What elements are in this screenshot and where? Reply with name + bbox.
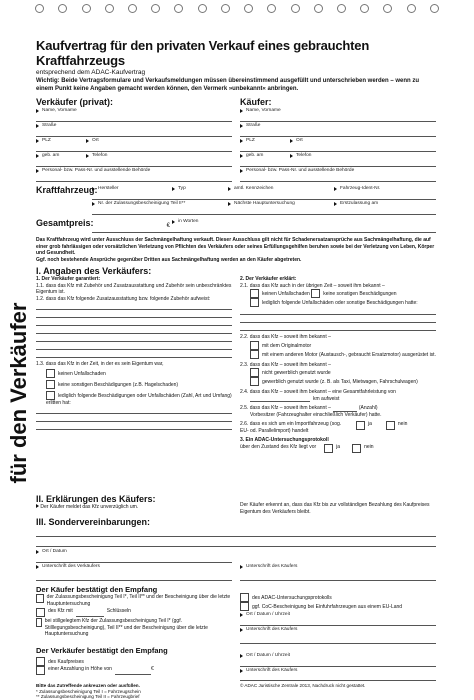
arrow-icon xyxy=(334,202,337,206)
field-label: Erstzulassung am xyxy=(340,201,379,206)
keys-count-field[interactable] xyxy=(76,608,104,617)
footer-copyright: © ADAC Juristische Zentrale 2013, Nachdruck nicht gestattet. xyxy=(240,683,366,688)
punch-hole xyxy=(151,4,160,13)
arrow-icon xyxy=(240,628,243,632)
price-words-field[interactable] xyxy=(172,218,436,233)
buyer-birth-field[interactable] xyxy=(240,152,290,167)
arrow-icon xyxy=(228,202,231,206)
buyer-signature-field[interactable] xyxy=(240,563,436,581)
field-label: Name, Vorname xyxy=(246,108,281,113)
punch-hole xyxy=(430,4,439,13)
yes-label: ja xyxy=(336,443,341,450)
checkbox[interactable] xyxy=(250,377,259,386)
footer-note-2: * Zulassungsbescheinigung Teil I = Fahrzeugschein xyxy=(36,688,141,694)
import-row xyxy=(240,421,436,434)
section-2-heading: II. Erklärungen des Käufers: xyxy=(36,494,156,504)
seller-name-field[interactable] xyxy=(36,107,232,122)
vehicle-vin-field[interactable] xyxy=(334,185,436,200)
seller-phone-field[interactable] xyxy=(86,152,232,167)
field-label: geb. am xyxy=(42,153,60,158)
seller-guarantee-column xyxy=(36,266,232,492)
check-not-commercial: nicht gewerblich genutzt wurde xyxy=(250,368,436,377)
exclusion-text: Das Kraftfahrzeug wird unter Ausschluss der Sachmängelhaftung verkauft. Dieser Ausschluss gilt nicht für Schadenersatzansprüche aus Sachmängelhaftung, die auf einer grob fahrlässigen oder vorsätzlichen Verletzung von Pflichten des Verkäufers oder seines Erfüllungsgehilfen beruhen sowie bei der Verletzung von Leben, Körper und Gesundheit. xyxy=(36,237,435,256)
ownership-text: Der Käufer erkennt an, dass das Kfz bis zur vollständigen Bezahlung des Kaufpreises Eigentum des Verkäufers bleibt. xyxy=(240,502,430,515)
checkbox[interactable] xyxy=(46,380,55,389)
declaration-heading: 2. Der Verkäufer erklärt: xyxy=(240,276,297,282)
arrow-icon xyxy=(240,109,243,113)
punch-hole xyxy=(35,4,44,13)
field-label: Straße xyxy=(246,123,261,128)
no-label: nein xyxy=(364,443,374,450)
arrow-icon xyxy=(36,109,39,113)
accessory-line[interactable] xyxy=(36,342,232,350)
deposit-field[interactable] xyxy=(115,666,151,675)
arrow-icon xyxy=(240,124,243,128)
currency-label: € xyxy=(166,223,170,229)
field-label: Ort / Datum / Uhrzeit xyxy=(246,653,290,658)
field-label: Hersteller xyxy=(98,186,119,191)
party-section xyxy=(36,97,436,182)
receipt-deposit: einer Anzahlung in Höhe von € xyxy=(36,666,232,675)
page-subtitle: entsprechend dem ADAC-Kaufvertrag xyxy=(36,69,146,76)
buyer-register-text: Der Käufer meldet das Kfz unverzüglich um. xyxy=(36,504,232,511)
page-title: Kaufvertrag für den privaten Verkauf eines gebrauchten Kraftfahrzeugs xyxy=(36,38,370,68)
count-label: (Anzahl) xyxy=(358,405,378,411)
punch-hole xyxy=(383,4,392,13)
seller-receipt-section xyxy=(36,646,436,681)
buyer-receipt-section xyxy=(36,585,436,644)
guarantee-item-3: 1.3. dass das Kfz in der Zeit, in der es sein Eigentum war, xyxy=(36,361,164,367)
buyer-name-field[interactable] xyxy=(240,107,436,122)
declaration-item-3: 2.3. dass das Kfz – soweit ihm bekannt – xyxy=(240,361,331,368)
checkbox[interactable] xyxy=(250,368,259,377)
arrow-icon xyxy=(240,613,243,617)
punch-holes xyxy=(0,0,474,16)
section-3-heading: III. Sondervereinbarungen: xyxy=(36,517,151,527)
field-label: PLZ xyxy=(42,138,51,143)
guarantee-item-1: 1.1. dass das Kfz mit Zubehör und Zusatzausstattung und Zubehör sein unbeschränktes Eigentum ist. xyxy=(36,282,232,295)
checkbox[interactable] xyxy=(36,666,45,675)
buyer-city-field[interactable] xyxy=(290,137,436,152)
checkbox[interactable] xyxy=(324,444,333,453)
check-no-damage: keine sonstigen Beschädigungen (z.B. Hagelschaden) xyxy=(46,380,232,389)
vehicle-section xyxy=(36,185,436,215)
punch-hole xyxy=(82,4,91,13)
field-label: Ort / Datum xyxy=(42,549,67,554)
vehicle-make-field[interactable] xyxy=(92,185,172,200)
damage-line[interactable] xyxy=(36,422,232,430)
arrow-icon xyxy=(240,154,243,158)
checkbox[interactable] xyxy=(352,444,361,453)
declarations-section xyxy=(36,266,436,492)
receipt-buyer-signature-field[interactable] xyxy=(240,626,436,644)
buyer-heading: Käufer: xyxy=(240,97,272,107)
protocol-row xyxy=(240,444,436,453)
field-label: amtl. Kennzeichen xyxy=(234,186,274,191)
seller-id-field[interactable] xyxy=(36,167,232,182)
vehicle-registration-field[interactable] xyxy=(92,200,228,215)
field-label: Telefon xyxy=(92,153,108,158)
field-label: Straße xyxy=(42,123,57,128)
side-title-text: für den Verkäufer xyxy=(6,302,31,484)
vehicle-firstreg-field[interactable] xyxy=(334,200,436,215)
arrow-icon xyxy=(240,565,243,569)
punch-hole xyxy=(314,4,323,13)
punch-hole xyxy=(221,4,230,13)
field-label: Unterschrift des Käufers xyxy=(246,668,298,673)
seller-street-field[interactable] xyxy=(36,122,232,137)
field-label: Typ xyxy=(178,186,186,191)
receipt-coc: ggf. CoC-Bescheinigung bei Einfuhrfahrzeugen aus einem EU-Land xyxy=(240,602,436,611)
checkbox[interactable] xyxy=(356,421,365,430)
arrow-icon xyxy=(86,154,89,158)
field-label: Unterschrift des Käufers xyxy=(246,564,298,569)
side-title xyxy=(4,280,30,500)
buyer-phone-field[interactable] xyxy=(290,152,436,167)
arrow-icon xyxy=(172,220,175,224)
receipt-price: des Kaufpreises xyxy=(36,657,232,666)
checkbox[interactable] xyxy=(36,608,45,617)
buyer-block xyxy=(240,97,436,182)
buyer-declaration-section xyxy=(36,494,436,515)
warning-text: Wichtig: Beide Vertragsformulare und Verkaufsmeldungen müssen übereinstimmend ausgefüllt und unterschrieben werden – wenn zu einem Punkt keine Angaben gemacht werden können, den Vermerk »unbekannt« anbringen. xyxy=(36,78,420,92)
section-1-heading: I. Angaben des Verkäufers: xyxy=(36,266,152,276)
checkbox[interactable] xyxy=(250,289,259,298)
field-label: in Worten xyxy=(178,219,199,224)
punch-hole xyxy=(267,4,276,13)
field-label: Unterschrift des Verkäufers xyxy=(42,564,100,569)
arrow-icon xyxy=(92,202,95,206)
damage-line[interactable] xyxy=(36,406,232,414)
footer-note-1: Bitte das Zutreffende ankreuzen oder ausfüllen. xyxy=(36,683,140,688)
declaration-item-5: 2.5. dass das Kfz – soweit ihm bekannt – xyxy=(240,405,331,411)
arrow-icon xyxy=(240,654,243,658)
price-section xyxy=(36,218,436,233)
punch-hole xyxy=(198,4,207,13)
accessory-line[interactable] xyxy=(36,310,232,318)
seller-signature-field[interactable] xyxy=(36,563,232,581)
field-label: Nächste Hauptuntersuchung xyxy=(234,201,295,206)
field-label: Telefon xyxy=(296,153,312,158)
yes-label: ja xyxy=(368,421,372,427)
punch-hole xyxy=(105,4,114,13)
vehicle-heading: Kraftfahrzeug: xyxy=(36,185,98,195)
exclusion-text-2: Ggf. noch bestehende Ansprüche gegenüber Dritten aus Sachmängelhaftung werden an den Käufer abgetreten. xyxy=(36,256,302,263)
arrow-icon xyxy=(240,669,243,673)
arrow-icon xyxy=(36,154,39,158)
check-damage-list: lediglich folgende Beschädigungen oder Unfallschäden (Zahl, Art und Umfang) erlitten hat: xyxy=(46,392,232,406)
punch-hole xyxy=(244,4,253,13)
accessory-line[interactable] xyxy=(36,326,232,334)
check-original-engine: mit dem Originalmotor xyxy=(250,341,436,350)
checkbox[interactable] xyxy=(250,350,259,359)
checkbox[interactable] xyxy=(46,369,55,378)
arrow-icon xyxy=(240,169,243,173)
seller-city-field[interactable] xyxy=(86,137,232,152)
declaration-item-1: 2.1. dass das Kfz auch in der übrigen Zeit – soweit ihm bekannt – xyxy=(240,282,385,289)
arrow-icon xyxy=(290,154,293,158)
protocol-heading: 3. Ein ADAC-Untersuchungsprotokoll xyxy=(240,437,329,443)
arrow-icon xyxy=(86,139,89,143)
arrow-icon xyxy=(36,550,39,554)
arrow-icon xyxy=(36,169,39,173)
punch-hole xyxy=(58,4,67,13)
arrow-icon xyxy=(36,124,39,128)
arrow-icon xyxy=(36,139,39,143)
punch-hole xyxy=(360,4,369,13)
arrow-icon xyxy=(228,187,231,191)
seller-birth-field[interactable] xyxy=(36,152,86,167)
checkbox[interactable] xyxy=(36,618,42,627)
seller-block xyxy=(36,97,232,182)
punch-hole xyxy=(174,4,183,13)
check-2-no-accident: keinen Unfallschaden keine sonstigen Beschädigungen xyxy=(250,289,436,298)
footer-note-3: ** Zulassungsbescheinigung Teil II = Fahrzeugbrief xyxy=(36,694,140,700)
check-no-accident: keinen Unfallschaden xyxy=(46,369,232,378)
field-label: Personal- bzw. Pass-Nr. und ausstellende Behörde xyxy=(246,168,355,173)
arrow-icon xyxy=(172,187,175,191)
field-label: Nr. der Zulassungsbescheinigung Teil II** xyxy=(98,201,186,206)
damage-line[interactable] xyxy=(36,414,232,422)
punch-hole xyxy=(128,4,137,13)
field-label: Unterschrift des Käufers xyxy=(246,627,298,632)
checkbox[interactable] xyxy=(250,341,259,350)
seller-zip-field[interactable] xyxy=(36,137,86,152)
special-agreement-line[interactable] xyxy=(36,527,436,537)
receipt-stilllegung: bei stillgelegtem Kfz der Zulassungsbescheinigung Teil I* (ggf. Stilllegungsbescheinigung), Teil II** und der Bescheinigung über die letzte Hauptuntersuchung xyxy=(36,618,232,638)
vehicle-inspection-field[interactable] xyxy=(228,200,334,215)
field-label: Fahrzeug-Ident-Nr. xyxy=(340,186,381,191)
punch-hole xyxy=(407,4,416,13)
buyer-id-field[interactable] xyxy=(240,167,436,182)
receipt-protocol: des ADAC-Untersuchungsprotokolls xyxy=(240,593,436,602)
receipt-seller-date-field[interactable] xyxy=(240,652,436,667)
field-label: Ort xyxy=(92,138,99,143)
accessory-line[interactable] xyxy=(36,318,232,326)
check-other-engine: mit einem anderen Motor (Austausch-, gebraucht Ersatzmotor) ausgerüstet ist. xyxy=(250,350,436,359)
receipt-docs: der Zulassungsbescheinigung Teil I*, Teil II** und der Bescheinigung über die letzte Hauptuntersuchung xyxy=(36,594,232,607)
arrow-icon xyxy=(36,565,39,569)
field-label: Personal- bzw. Pass-Nr. und ausstellende Behörde xyxy=(42,168,151,173)
arrow-icon xyxy=(36,504,39,508)
field-label: geb. am xyxy=(246,153,264,158)
checkbox[interactable] xyxy=(240,593,249,602)
arrow-icon xyxy=(334,187,337,191)
punch-hole xyxy=(291,4,300,13)
declaration-item-2: 2.2. dass das Kfz – soweit ihm bekannt – xyxy=(240,334,331,340)
vehicle-plate-field[interactable] xyxy=(228,185,334,200)
checkbox[interactable] xyxy=(311,289,320,298)
receipt-keys: des Kfz mit Schlüsseln xyxy=(36,608,232,617)
buyer-zip-field[interactable] xyxy=(240,137,290,152)
field-label: Ort xyxy=(296,138,303,143)
checkbox[interactable] xyxy=(250,298,259,307)
seller-receipt-heading: Der Verkäufer bestätigt den Empfang xyxy=(36,646,168,655)
declaration-item-4: 2.4. dass das Kfz – soweit ihm bekannt – eine Gesamtfahrleistung von xyxy=(240,389,396,395)
arrow-icon xyxy=(92,187,95,191)
checkbox[interactable] xyxy=(46,391,55,400)
price-heading: Gesamtpreis: xyxy=(36,218,94,228)
damage-line[interactable] xyxy=(240,323,436,331)
contract-form xyxy=(36,38,436,700)
vehicle-type-field[interactable] xyxy=(172,185,228,200)
owners-count-field[interactable] xyxy=(333,405,357,412)
buyer-street-field[interactable] xyxy=(240,122,436,137)
check-commercial: gewerblich genutzt wurde (z. B. als Taxi, Mietwagen, Fahrschulwagen) xyxy=(250,377,436,386)
checkbox[interactable] xyxy=(386,421,395,430)
checkbox[interactable] xyxy=(36,594,44,603)
guarantee-heading: 1. Der Verkäufer garantiert: xyxy=(36,276,101,282)
place-date-field[interactable] xyxy=(36,548,232,563)
checkbox[interactable] xyxy=(240,602,249,611)
arrow-icon xyxy=(290,139,293,143)
protocol-text: über den Zustand des Kfz liegt vor xyxy=(240,443,317,450)
arrow-icon xyxy=(240,139,243,143)
guarantee-item-2: 1.2. dass das Kfz folgende Zusatzausstattung bzw. folgende Zubehör aufweist: xyxy=(36,295,211,302)
field-label: Ort / Datum / Uhrzeit xyxy=(246,612,290,617)
seller-declaration-column xyxy=(240,266,436,492)
punch-hole xyxy=(337,4,346,13)
mileage-field[interactable] xyxy=(250,396,310,403)
receipt-seller-signature-field[interactable] xyxy=(240,667,436,681)
damage-line[interactable] xyxy=(240,315,436,323)
previous-owners-text: Vorbesitzer (Fahrzeughalter einschließlich Verkäufer) hatte. xyxy=(250,411,382,418)
receipt-date-time-field[interactable] xyxy=(240,611,436,626)
signature-row xyxy=(36,563,436,581)
no-label: nein xyxy=(397,421,408,427)
buyer-receipt-heading: Der Käufer bestätigt den Empfang xyxy=(36,585,158,594)
mileage-row xyxy=(250,396,436,403)
currency-label: € xyxy=(150,666,154,672)
accessory-line[interactable] xyxy=(36,350,232,358)
damage-line[interactable] xyxy=(240,307,436,315)
km-label: km aufweist xyxy=(313,395,340,402)
seller-heading: Verkäufer (privat): xyxy=(36,97,114,107)
accessory-line[interactable] xyxy=(36,302,232,310)
price-amount-field[interactable] xyxy=(92,218,172,233)
field-label: PLZ xyxy=(246,138,255,143)
checkbox[interactable] xyxy=(36,657,45,666)
declaration-item-6: 2.6. dass es sich um ein Importfahrzeug (sog. EU- od. Parallelimport) handelt xyxy=(240,421,342,434)
accessory-line[interactable] xyxy=(36,334,232,342)
check-2-damage-list: lediglich folgende Unfallschäden oder sonstige Beschädigungen hatte: xyxy=(250,298,436,307)
special-agreement-line[interactable] xyxy=(36,537,436,547)
field-label: Name, Vorname xyxy=(42,108,77,113)
